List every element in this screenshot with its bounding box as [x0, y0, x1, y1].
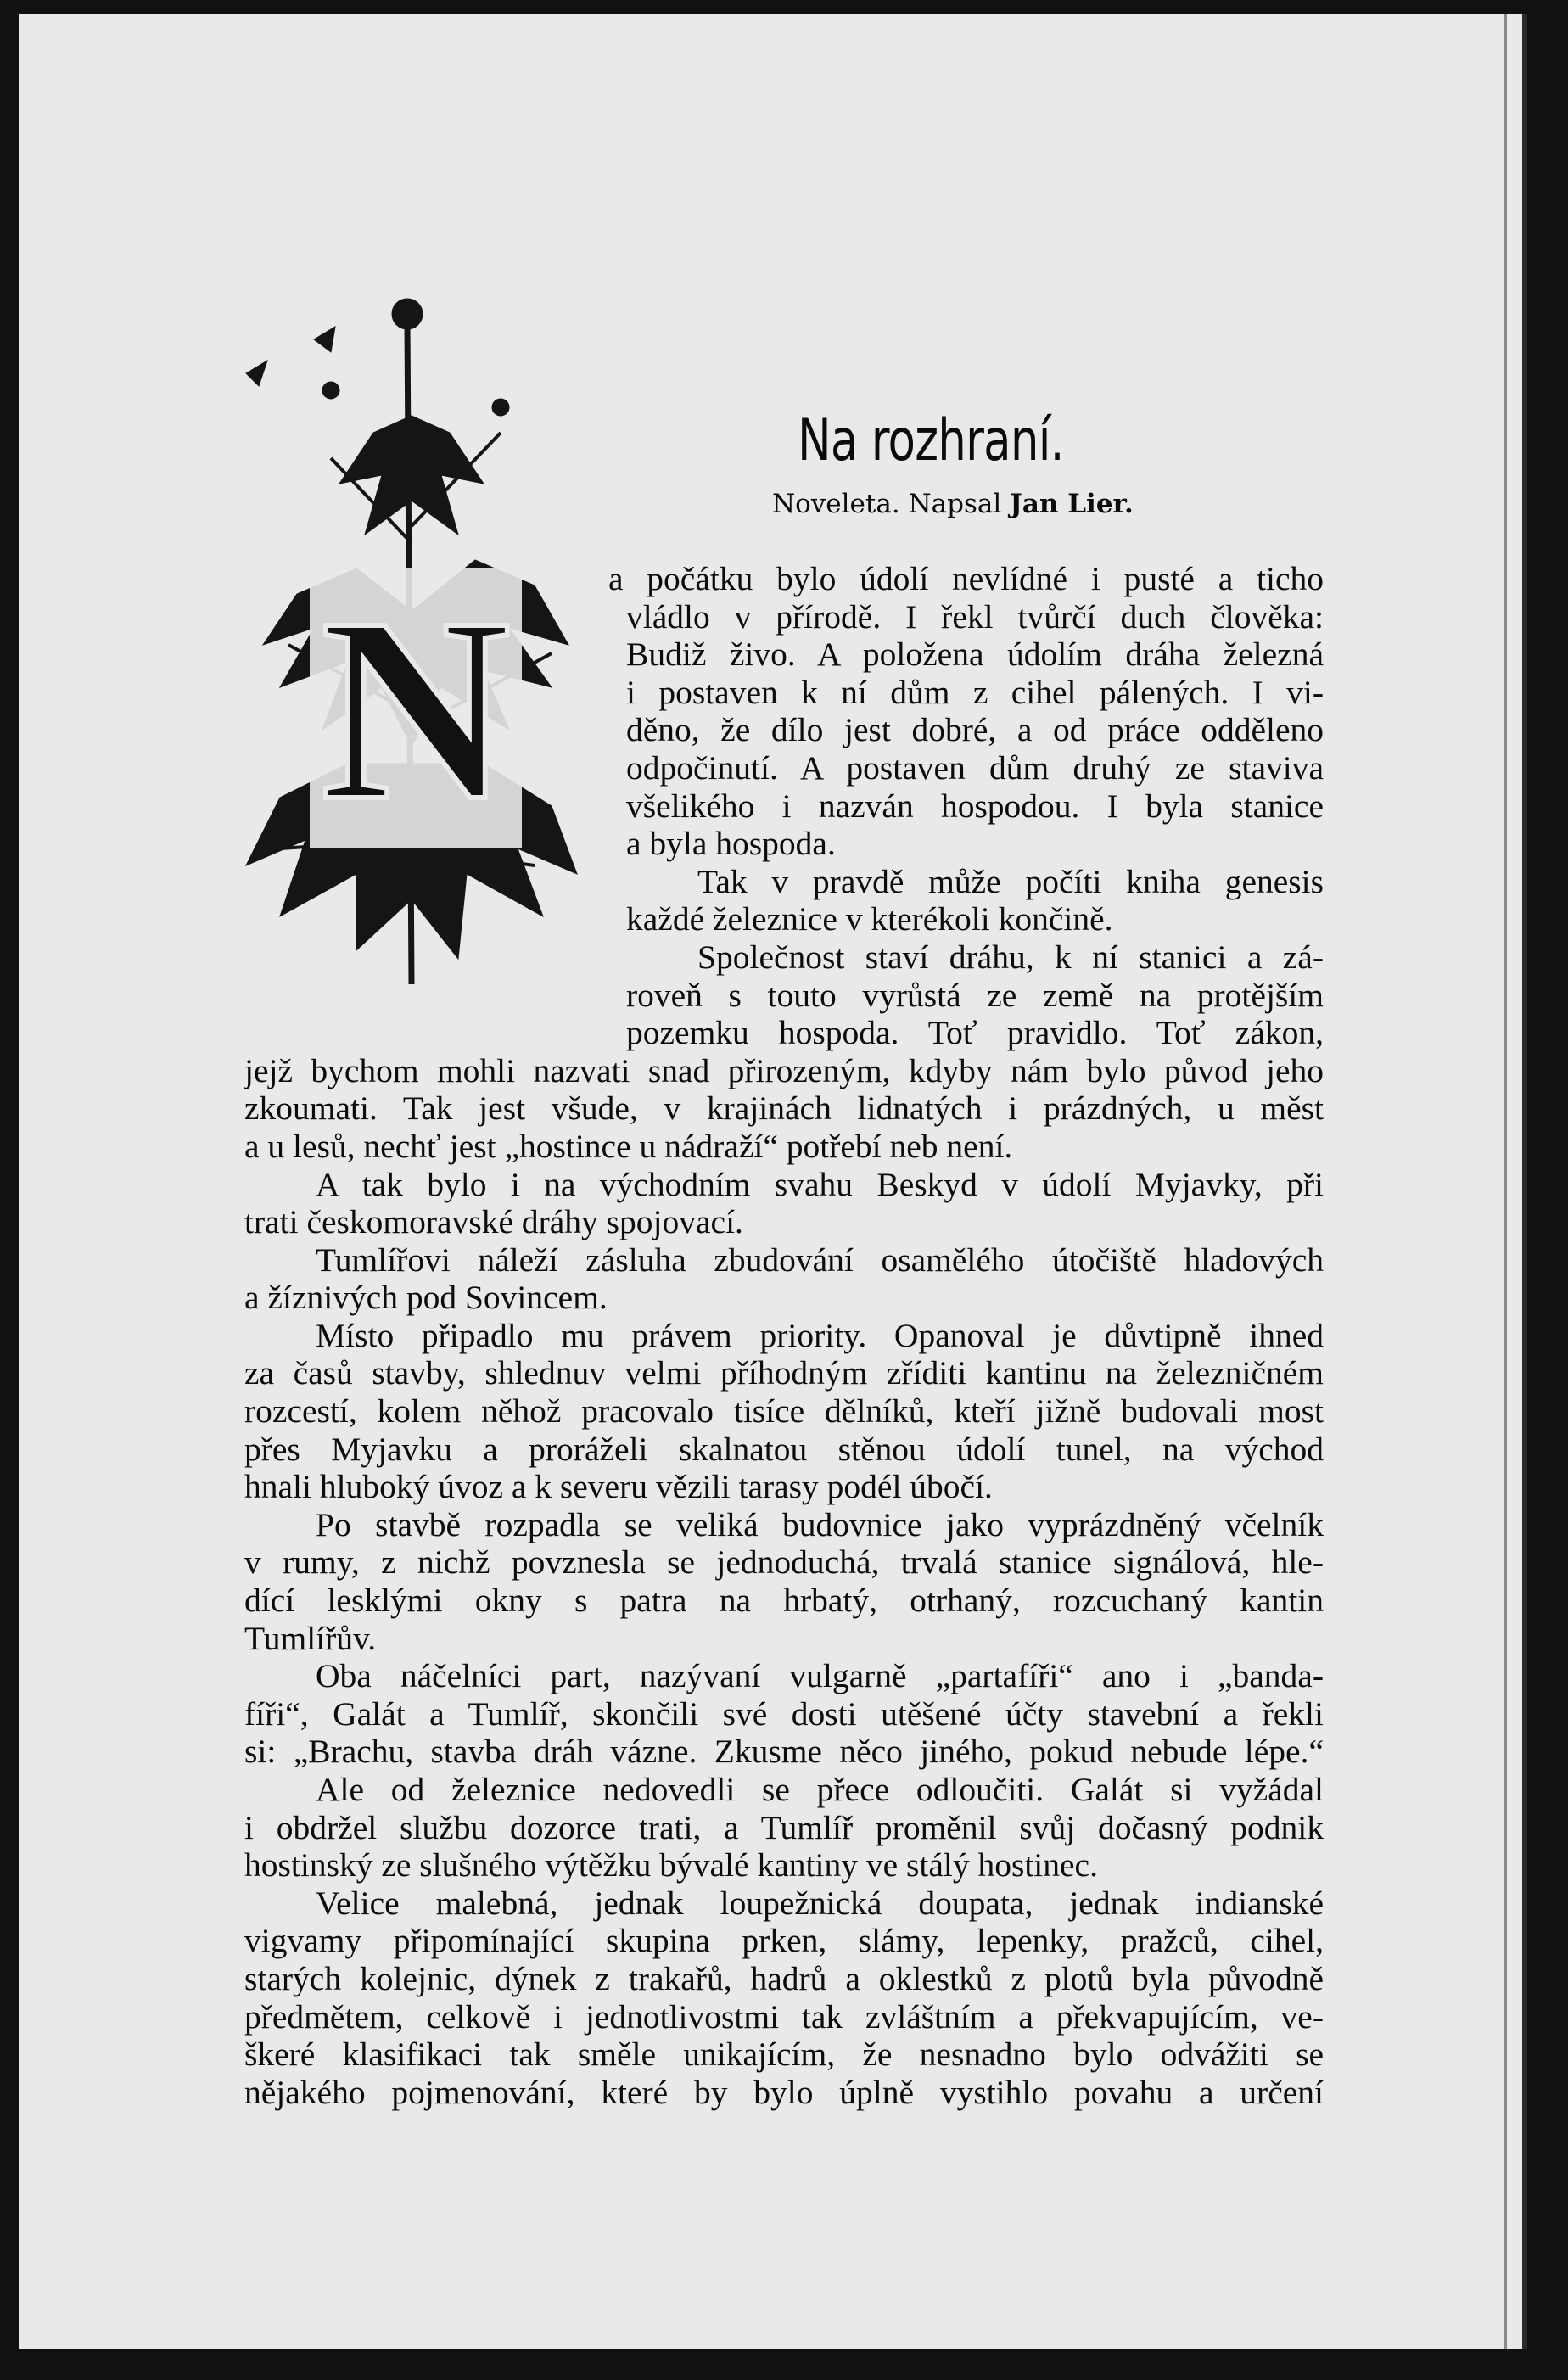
text-line: jejž bychom mohli nazvati snad přirozeným, kdyby nám bylo původ jeho: [244, 1051, 1324, 1089]
text-line: si: „Brachu, stavba dráh vázne. Zkusme něco jiného, pokud nebude lépe.“: [244, 1733, 1324, 1771]
text-line: Tumlířovi náleží zásluha zbudování osamělého útočiště hladových: [316, 1240, 1324, 1279]
text-line: a u lesů, nechť jest „hostince u nádraží“ potřebí neb není.: [244, 1127, 1013, 1165]
text-line: Tak v pravdě může počíti kniha genesis: [697, 862, 1324, 900]
text-line: Budiž živo. A položena údolím dráha železná: [626, 636, 1324, 674]
text-line: Společnost staví dráhu, k ní stanici a zá-: [697, 938, 1324, 976]
text-line: zkoumati. Tak jest všude, v krajinách lidnatých i prázdných, u měst: [244, 1089, 1324, 1128]
text-line: každé železnice v kterékoli končině.: [626, 900, 1113, 938]
text-line: hnali hluboký úvoz a k severu vězili tarasy podél úbočí.: [244, 1468, 993, 1506]
text-line: a žíznivých pod Sovincem.: [244, 1279, 608, 1317]
text-line: předmětem, celkově i jednotlivostmi tak zvláštním a překvapujícím, ve-: [244, 1997, 1324, 2036]
text-line: Velice malebná, jednak loupežnická doupata, jednak indianské: [316, 1884, 1324, 1922]
text-line: dící lesklými okny s patra na hrbatý, otrhaný, rozcuchaný kantin: [244, 1582, 1324, 1620]
text-line: přes Myjavku a proráželi skalnatou stěnou údolí tunel, na východ: [244, 1430, 1324, 1468]
text-line: odpočinutí. A postaven dům druhý ze staviva: [626, 748, 1324, 787]
story-subtitle: [772, 489, 1134, 519]
body-text: [244, 560, 1324, 2111]
text-line: fíři“, Galát a Tumlíř, skončili své dosti utěšené účty stavební a řekli: [244, 1694, 1324, 1733]
text-line: v rumy, z nichž povznesla se jednoduchá, trvalá stanice signálová, hle-: [244, 1543, 1324, 1582]
subtitle-prefix: Noveleta. Napsal: [772, 489, 1002, 519]
story-title: Na rozhraní.: [798, 407, 1064, 474]
text-line: rozcestí, kolem něhož pracovalo tisíce dělníků, kteří jižně budovali most: [244, 1392, 1324, 1431]
text-line: i postaven k ní dům z cihel pálených. I vi-: [626, 673, 1324, 711]
text-line: Po stavbě rozpadla se veliká budovnice jako vyprázdněný včelník: [316, 1505, 1324, 1543]
text-line: Oba náčelníci part, nazývaní vulgarně „partafíři“ ano i „banda-: [316, 1657, 1324, 1695]
text-line: starých kolejnic, dýnek z trakařů, hadrů a oklestků z plotů byla původně: [244, 1959, 1324, 1997]
text-line: roveň s touto vyrůstá ze země na protějším: [626, 976, 1324, 1014]
text-line: vigvamy připomínající skupina prken, slámy, lepenky, pražců, cihel,: [244, 1922, 1324, 1960]
text-line: škeré klasifikaci tak směle unikajícím, že nesnadno bylo odvážiti se: [244, 2036, 1324, 2074]
page-edge: [1504, 14, 1507, 2349]
text-line: a byla hospoda.: [626, 825, 836, 863]
text-line: vládlo v přírodě. I řekl tvůrčí duch člověka:: [626, 597, 1324, 636]
dropcap-letter: N: [321, 564, 511, 855]
text-line: nějakého pojmenování, které by bylo úplně vystihlo povahu a určení: [244, 2073, 1324, 2111]
text-line: pozemku hospoda. Toť pravidlo. Toť zákon,: [626, 1014, 1324, 1052]
author-name: Jan Lier.: [1010, 489, 1134, 519]
text-line: za časů stavby, shlednuv velmi příhodným zříditi kantinu na železničném: [244, 1354, 1324, 1392]
text-line: Tumlířův.: [244, 1619, 377, 1657]
text-line: A tak bylo i na východním svahu Beskyd v údolí Myjavky, při: [316, 1165, 1324, 1203]
text-line: a počátku bylo údolí nevlídné i pusté a ticho: [608, 560, 1324, 597]
text-line: i obdržel službu dozorce trati, a Tumlíř proměnil svůj dočasný podnik: [244, 1808, 1324, 1846]
text-line: všelikého i nazván hospodou. I byla stanice: [626, 787, 1324, 825]
text-line: hostinský ze slušného výtěžku bývalé kantiny ve stálý hostinec.: [244, 1846, 1098, 1884]
text-line: Ale od železnice nedovedli se přece odloučiti. Galát si vyžádal: [316, 1771, 1324, 1808]
text-line: Místo připadlo mu právem priority. Opanoval je důvtipně ihned: [316, 1316, 1324, 1354]
text-line: děno, že dílo jest dobré, a od práce odděleno: [626, 711, 1324, 749]
text-line: trati českomoravské dráhy spojovací.: [244, 1203, 743, 1241]
